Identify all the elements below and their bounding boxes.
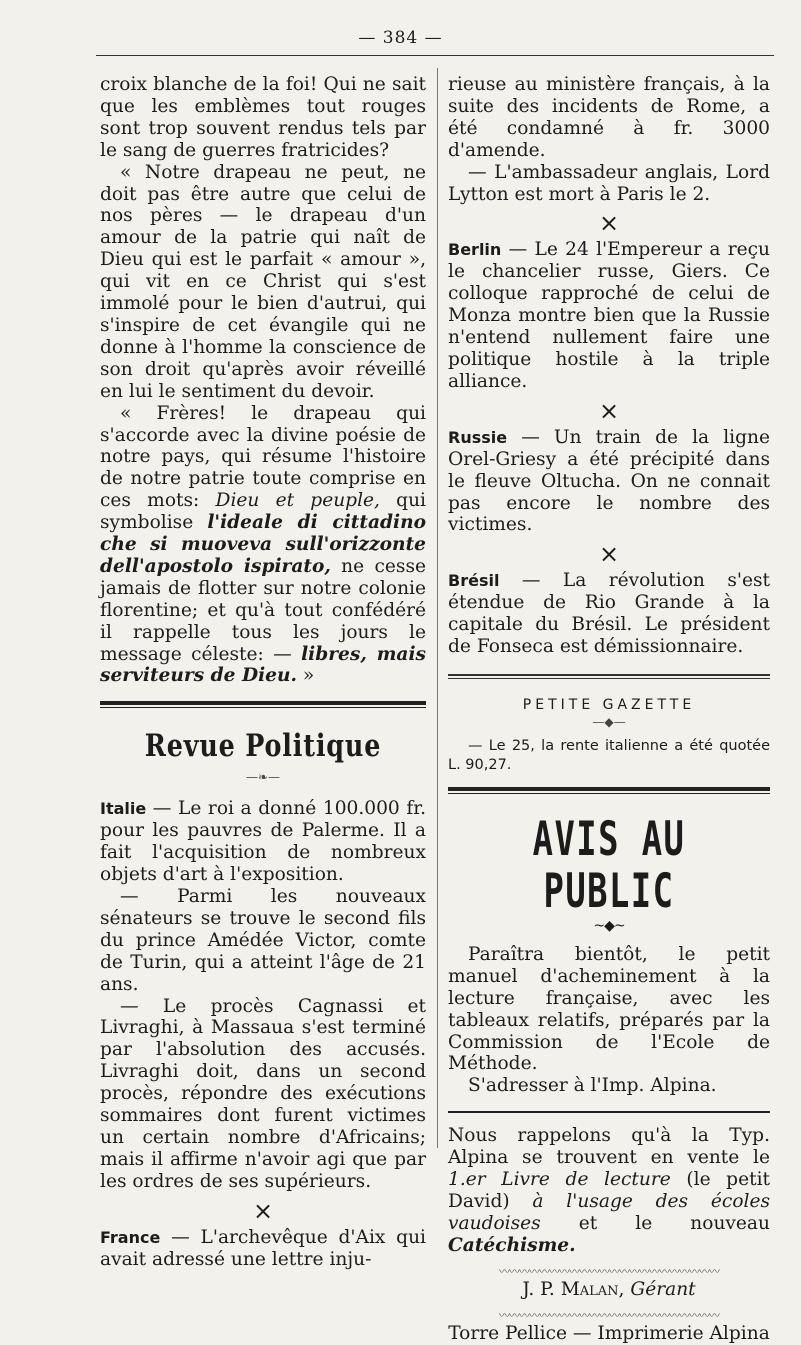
notice-heading: AVIS AU PUBLIC <box>532 811 686 919</box>
imprint: Torre Pellice — Imprimerie Alpina <box>448 1322 770 1344</box>
text-span: et le nouveau <box>540 1212 770 1234</box>
italic-span: Livre de lecture <box>485 1169 671 1191</box>
country-label: France <box>100 1227 161 1247</box>
paragraph-cross: croix blanche de la foi! Qui ne sait que les emblèmes tout rouges sont trop souvent rendus tels par le sang de guerres fratricides? <box>100 74 426 161</box>
section-rule <box>100 701 426 708</box>
country-label: Italie <box>100 799 147 819</box>
page-number: — 384 — <box>358 28 443 48</box>
catechism-title: Catéchisme. <box>448 1234 576 1256</box>
country-label: Russie <box>448 427 508 447</box>
section-heading: Revue Politique <box>144 728 382 765</box>
news-text: — Le roi a donné 100.000 fr. pour les pauvres de Palerme. Il a fait l'acquisition de nombreux objets d'art à l'exposition. <box>100 798 426 886</box>
motto: libres, mais serviteurs de Dieu. <box>100 643 426 687</box>
news-italie <box>100 798 426 886</box>
italian-quote: l'ideale di cittadino che si muoveva sull'orizzonte dell'apostolo ispirato, <box>100 512 427 577</box>
italic-span: Dieu et peuple, <box>215 490 380 512</box>
column-divider <box>437 68 438 1148</box>
news-bresil <box>448 570 770 658</box>
news-france-cont: rieuse au ministère français, à la suite des incidents de Rome, a été condamné à fr. 3000 d'amende. <box>448 74 770 161</box>
text-span: qui symbolise <box>100 490 426 534</box>
text-span: Nous rappelons qu'à la Typ. Alpina se trouvent en vente le <box>448 1125 770 1169</box>
news-text: — Un train de la ligne Orel-Griesy a été précipité dans le fleuve Oltucha. On ne connait pas encore le nombre des victimes. <box>448 426 770 536</box>
country-label: Brésil <box>448 571 500 591</box>
ornament: ~◆~ <box>593 917 625 934</box>
notice-contact: S'adresser à l'Imp. Alpina. <box>468 1075 717 1097</box>
gerant-role: Gérant <box>624 1278 696 1300</box>
text-span: » <box>296 665 315 687</box>
news-text: — La révolution s'est étendue de Rio Grande à la capitale du Brésil. Le président de Fonseca est démissionnaire. <box>448 570 770 658</box>
section-rule <box>448 787 770 794</box>
separator-cross: × <box>598 209 620 238</box>
news-russie <box>448 427 770 537</box>
section-rule <box>448 674 770 679</box>
italic-span: 1.er <box>448 1169 486 1191</box>
paragraph-brothers <box>100 403 426 688</box>
gazette-text: — Le 25, la rente italienne a été quotée L. 90,27. <box>448 737 770 773</box>
text-span: ne cesse jamais de flotter sur notre colonie florentine; et qu'à tout confédéré il rappelle tous les jours le message céleste: — <box>100 555 427 665</box>
notice-text: Paraîtra bientôt, le petit manuel d'acheminement à la lecture française, avec les tableaux relatifs, préparés par la Commission de l'Ecole de Méthode. <box>448 943 770 1075</box>
news-france-2: — L'ambassadeur anglais, Lord Lytton est mort à Paris le 2. <box>448 161 770 205</box>
ornament: —❧— <box>245 770 281 785</box>
section-rule <box>448 1111 770 1113</box>
news-france <box>100 1227 426 1271</box>
wavy-rule: 〰〰〰〰〰〰〰〰〰〰〰〰〰〰〰〰〰〰〰〰〰〰 <box>499 1308 719 1322</box>
left-column <box>100 74 426 1271</box>
gazette-heading: PETITE GAZETTE <box>522 696 696 713</box>
news-text: — Le 24 l'Empereur a reçu le chancelier russe, Giers. Ce colloque rapproché de celui de Monza montre bien que la Russie n'entend nullement faire une politique hostile à la triple alliance. <box>448 239 770 392</box>
gerant-line <box>448 1279 770 1301</box>
typo-notice <box>448 1125 770 1256</box>
separator-cross: × <box>598 540 620 569</box>
news-italie-3: — Le procès Cagnassi et Livraghi, à Massaua s'est terminé par l'absolution des accusés. Livraghi doit, dans un second procès, répondre des exécutions sommaires dont furent victimes un certain nombre d'Africains; mais il affirme n'avoir agi que par les ordres de ses supérieurs. <box>100 995 426 1192</box>
news-text: — L'archevêque d'Aix qui avait adressé une lettre inju- <box>100 1226 426 1270</box>
news-berlin <box>448 239 770 392</box>
text-span: (le petit David) <box>448 1169 770 1212</box>
news-italie-2: — Parmi les nouveaux sénateurs se trouve le second fils du prince Amédée Victor, comte de Turin, qui a atteint l'âge de 21 ans. <box>100 886 426 995</box>
separator-cross: × <box>598 396 620 425</box>
ornament: —◆— <box>592 714 626 729</box>
gerant-name: J. P. Malan, <box>522 1278 625 1300</box>
italic-span: à l'usage des écoles vaudoises <box>448 1191 771 1234</box>
header-rule <box>96 55 774 56</box>
text-span: « Frères! le drapeau qui s'accorde avec la divine poésie de notre pays, qui résume l'histoire de notre patrie toute comprise en ces mots: <box>100 402 426 512</box>
paragraph-flag: « Notre drapeau ne peut, ne doit pas être autre que celui de nos pères — le drapeau d'un amour de la patrie qui naît de Dieu qui est le parfait « amour », qui vit en ce Christ qui s'est immolé pour le bien d'autrui, qui s'inspire de cet évangile qui ne donne à l'homme la conscience de son droit qu'après avoir réveillé en lui le sentiment du devoir. <box>100 161 426 402</box>
separator-cross: × <box>252 1196 274 1225</box>
country-label: Berlin <box>448 240 502 260</box>
right-column <box>448 74 770 1345</box>
wavy-rule: 〰〰〰〰〰〰〰〰〰〰〰〰〰〰〰〰〰〰〰〰〰〰 <box>499 1264 719 1278</box>
